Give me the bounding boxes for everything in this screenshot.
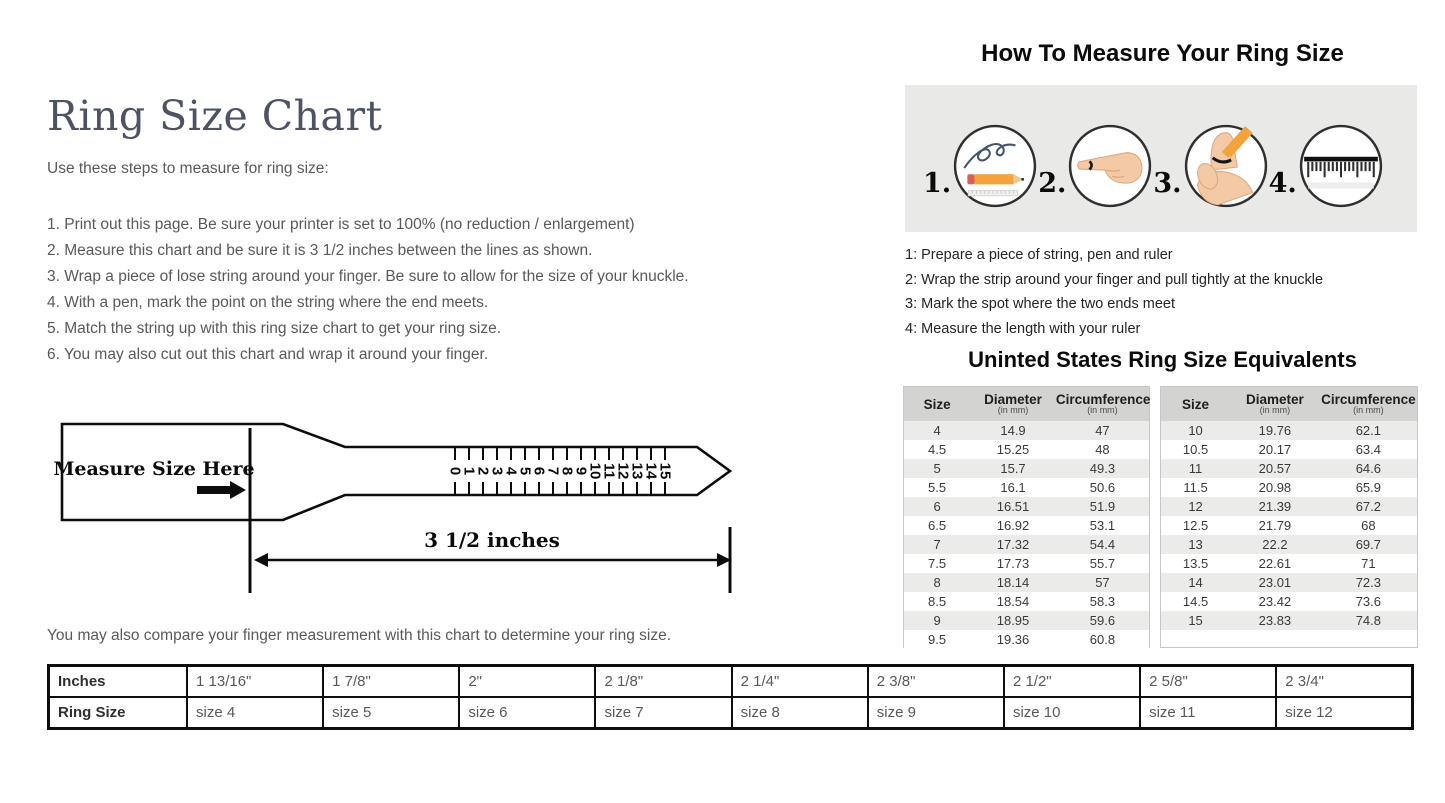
unit-label: (in mm) [1259, 405, 1291, 415]
table-cell: 21.39 [1258, 499, 1292, 514]
table-cell: size 9 [868, 697, 1004, 729]
table-cell: size 4 [187, 697, 323, 729]
table-cell: 10 [1188, 423, 1203, 438]
table-cell: 18.14 [996, 575, 1030, 590]
table-cell: 2 1/4" [732, 666, 868, 698]
table-row [1161, 478, 1417, 497]
table-cell: 9.5 [928, 632, 947, 647]
size-tick-label: 3 [488, 466, 506, 476]
table-cell: 65.9 [1355, 480, 1381, 495]
size-header: Size [1182, 396, 1210, 412]
table-cell: 14.9 [1000, 423, 1026, 438]
inches-to-size-table [47, 664, 1414, 730]
table-cell: 18.95 [996, 613, 1030, 628]
table-cell: 50.6 [1089, 480, 1116, 495]
table-header-row [904, 387, 1149, 421]
howto-step-text: 3: Mark the spot where the two ends meet [905, 296, 1175, 312]
table-cell: 21.79 [1258, 518, 1292, 533]
step-number: 3. [1153, 167, 1182, 199]
table-cell: 69.7 [1355, 537, 1381, 552]
table-cell: 2 3/8" [868, 666, 1004, 698]
table-cell: 19.36 [996, 632, 1030, 647]
table-cell: 2 5/8" [1140, 666, 1276, 698]
table-cell: size 11 [1140, 697, 1276, 729]
step-number: 1. [923, 167, 952, 199]
table-header-row [1161, 387, 1417, 421]
table-cell: 2 1/8" [595, 666, 731, 698]
step-number: 2. [1038, 167, 1067, 199]
measure-step: 3. Wrap a piece of lose string around your finger. Be sure to allow for the size of your knuckle. [47, 268, 689, 285]
table-cell: 22.2 [1262, 537, 1288, 552]
howto-step-text: 4: Measure the length with your ruler [905, 320, 1141, 337]
table-cell: 73.6 [1355, 594, 1381, 609]
table-cell: 2 1/2" [1004, 666, 1140, 698]
mark-spot-pencil-icon [1183, 123, 1269, 209]
howto-steps-list [905, 243, 1323, 341]
howto-step-text: 2: Wrap the strip around your finger and pull tightly at the knuckle [905, 271, 1324, 288]
table-cell: 64.6 [1355, 461, 1381, 476]
table-cell: 14 [1188, 575, 1203, 590]
string-and-pencil-icon [952, 123, 1038, 209]
hand-with-string-icon [1067, 123, 1153, 209]
size-tick-label: 8 [558, 466, 576, 476]
table-cell: 10.5 [1182, 442, 1209, 457]
table-row [1161, 421, 1417, 440]
table-row [1161, 573, 1417, 592]
table-cell: 17.32 [996, 537, 1030, 552]
table-cell: 58.3 [1089, 594, 1116, 609]
table-cell: 18.54 [996, 594, 1030, 609]
page-title: Ring Size Chart [47, 92, 383, 140]
ring-sizer-svg [47, 415, 747, 605]
size-equivalents-tables [903, 386, 1418, 648]
inches-row [49, 666, 1413, 698]
table-cell: 20.57 [1258, 461, 1292, 476]
size-tick-label: 10 [586, 462, 604, 480]
size-tick-label: 12 [614, 462, 632, 480]
table-cell: 47 [1095, 423, 1110, 438]
size-tick-label: 0 [446, 466, 464, 476]
howto-illustration-panel [905, 85, 1417, 232]
table-cell: 15.7 [1000, 461, 1026, 476]
size-tick-label: 14 [642, 462, 660, 480]
table-cell: 11 [1188, 461, 1203, 476]
table-cell: 1 13/16" [187, 666, 323, 698]
howto-step-1 [923, 109, 1038, 209]
measure-steps-list [47, 212, 897, 368]
ring-sizer-diagram [47, 415, 747, 605]
table-cell: 12 [1188, 499, 1203, 514]
size-tick-label: 11 [600, 463, 618, 479]
table-row [1161, 592, 1417, 611]
measure-step: 2. Measure this chart and be sure it is 3 1/2 inches between the lines as shown. [47, 242, 593, 259]
table-cell: 20.17 [1258, 442, 1292, 457]
table-cell: 23.83 [1258, 613, 1292, 628]
table-cell: size 5 [323, 697, 459, 729]
table-cell: 4.5 [928, 442, 947, 457]
table-cell: 51.9 [1089, 499, 1116, 514]
table-row [1161, 611, 1417, 630]
measure-here-label: Measure Size Here [53, 458, 255, 480]
table-cell: 22.61 [1258, 556, 1292, 571]
table-cell: 74.8 [1355, 613, 1381, 628]
table-cell: 9 [933, 613, 941, 628]
howto-step-2 [1038, 109, 1153, 209]
intro-text: Use these steps to measure for ring size: [47, 160, 329, 177]
diameter-header: Diameter [984, 392, 1042, 407]
table-cell: 19.76 [1258, 423, 1292, 438]
howto-step-4 [1269, 109, 1384, 209]
table-row [904, 611, 1149, 630]
howto-step-text: 1: Prepare a piece of string, pen and ruler [905, 247, 1173, 263]
table-cell: 57 [1095, 575, 1110, 590]
circumference-header: Circumference [1055, 392, 1151, 407]
table-cell: 7.5 [928, 556, 947, 571]
table-cell: 11.5 [1183, 480, 1208, 495]
ring-size-row-label: Ring Size [49, 697, 188, 729]
table-cell: 54.4 [1089, 537, 1116, 552]
table-cell: 8 [933, 575, 941, 590]
size-tick-label: 9 [572, 466, 590, 476]
table-cell: 6.5 [928, 518, 947, 533]
step-number: 4. [1268, 167, 1297, 199]
table-cell: 5 [933, 461, 941, 476]
size-tick-label: 13 [628, 462, 646, 480]
table-row [1161, 497, 1417, 516]
table-cell: 13.5 [1182, 556, 1209, 571]
measure-step: 5. Match the string up with this ring size chart to get your ring size. [47, 320, 502, 337]
table-row [904, 592, 1149, 611]
table-row [904, 516, 1149, 535]
size-tick-label: 1 [460, 466, 478, 476]
table-cell: 4 [933, 423, 941, 438]
table-cell: 62.1 [1355, 423, 1381, 438]
table-cell: 15 [1188, 613, 1203, 628]
equivalents-title: Uninted States Ring Size Equivalents [968, 347, 1357, 372]
table-row [904, 535, 1149, 554]
table-cell: 13 [1188, 537, 1203, 552]
table-cell: size 6 [459, 697, 595, 729]
measure-step: 4. With a pen, mark the point on the string where the end meets. [47, 294, 489, 311]
ruler-icon [1298, 123, 1384, 209]
size-tick-label: 4 [502, 466, 520, 476]
unit-label: (in mm) [1353, 405, 1384, 415]
table-cell: 53.1 [1089, 518, 1116, 533]
howto-step-3 [1153, 109, 1268, 209]
table-row [904, 421, 1149, 440]
table-cell: size 8 [732, 697, 868, 729]
size-tick-label: 15 [656, 462, 674, 480]
table-cell: size 12 [1276, 697, 1412, 729]
diameter-header: Diameter [1246, 392, 1304, 407]
table-cell: 16.51 [996, 499, 1030, 514]
compare-note: You may also compare your finger measurement with this chart to determine your ring size. [47, 627, 672, 644]
table-cell: 23.42 [1258, 594, 1292, 609]
table-cell: 23.01 [1258, 575, 1292, 590]
table-cell: 16.92 [996, 518, 1030, 533]
table-cell: 16.1 [1000, 480, 1026, 495]
table-row [904, 554, 1149, 573]
table-row [1161, 459, 1417, 478]
table-cell: 71 [1361, 556, 1376, 571]
table-row [1161, 516, 1417, 535]
table-cell: 8.5 [928, 594, 947, 609]
table-cell: 67.2 [1355, 499, 1381, 514]
table-cell: 72.3 [1355, 575, 1381, 590]
size-tick-label: 7 [544, 466, 562, 476]
ring-size-row [49, 697, 1413, 729]
table-row [904, 440, 1149, 459]
table-cell: 17.73 [996, 556, 1030, 571]
table-cell: 12.5 [1182, 518, 1209, 533]
table-cell: 14.5 [1182, 594, 1209, 609]
size-tick-label: 6 [530, 466, 548, 476]
howto-title: How To Measure Your Ring Size [981, 40, 1344, 67]
table-cell: size 10 [1004, 697, 1140, 729]
equivalents-table-right [1160, 386, 1418, 648]
table-row [904, 497, 1149, 516]
table-row [1161, 440, 1417, 459]
size-tick-label: 2 [474, 466, 492, 476]
table-cell: 15.25 [996, 442, 1030, 457]
dimension-arrowhead-left [254, 553, 268, 567]
table-cell: 63.4 [1355, 442, 1381, 457]
dimension-label: 3 1/2 inches [424, 528, 560, 552]
table-cell: 60.8 [1089, 632, 1116, 647]
unit-label: (in mm) [997, 405, 1029, 415]
table-row [1161, 554, 1417, 573]
table-cell: 5.5 [928, 480, 947, 495]
table-cell: 1 7/8" [323, 666, 459, 698]
equivalents-table-left [903, 386, 1150, 648]
table-cell: 48 [1095, 442, 1110, 457]
table-row [1161, 535, 1417, 554]
table-cell: 59.6 [1089, 613, 1116, 628]
size-tick-label: 5 [516, 466, 534, 476]
measure-step: 1. Print out this page. Be sure your printer is set to 100% (no reduction / enlargement) [47, 216, 635, 233]
table-cell: 49.3 [1089, 461, 1116, 476]
table-cell: 55.7 [1089, 556, 1116, 571]
table-cell: 6 [933, 499, 941, 514]
inches-row-label: Inches [49, 666, 188, 698]
table-cell: 20.98 [1258, 480, 1292, 495]
table-cell: 2 3/4" [1276, 666, 1412, 698]
table-row [904, 630, 1149, 649]
table-cell: 68 [1361, 518, 1376, 533]
size-header: Size [923, 396, 951, 412]
table-row [904, 459, 1149, 478]
measure-step: 6. You may also cut out this chart and wrap it around your finger. [47, 346, 489, 363]
table-cell: 7 [933, 537, 941, 552]
table-cell: 2" [459, 666, 595, 698]
circumference-header: Circumference [1321, 392, 1416, 407]
table-cell: size 7 [595, 697, 731, 729]
table-row [904, 573, 1149, 592]
unit-label: (in mm) [1087, 405, 1118, 415]
table-row [904, 478, 1149, 497]
